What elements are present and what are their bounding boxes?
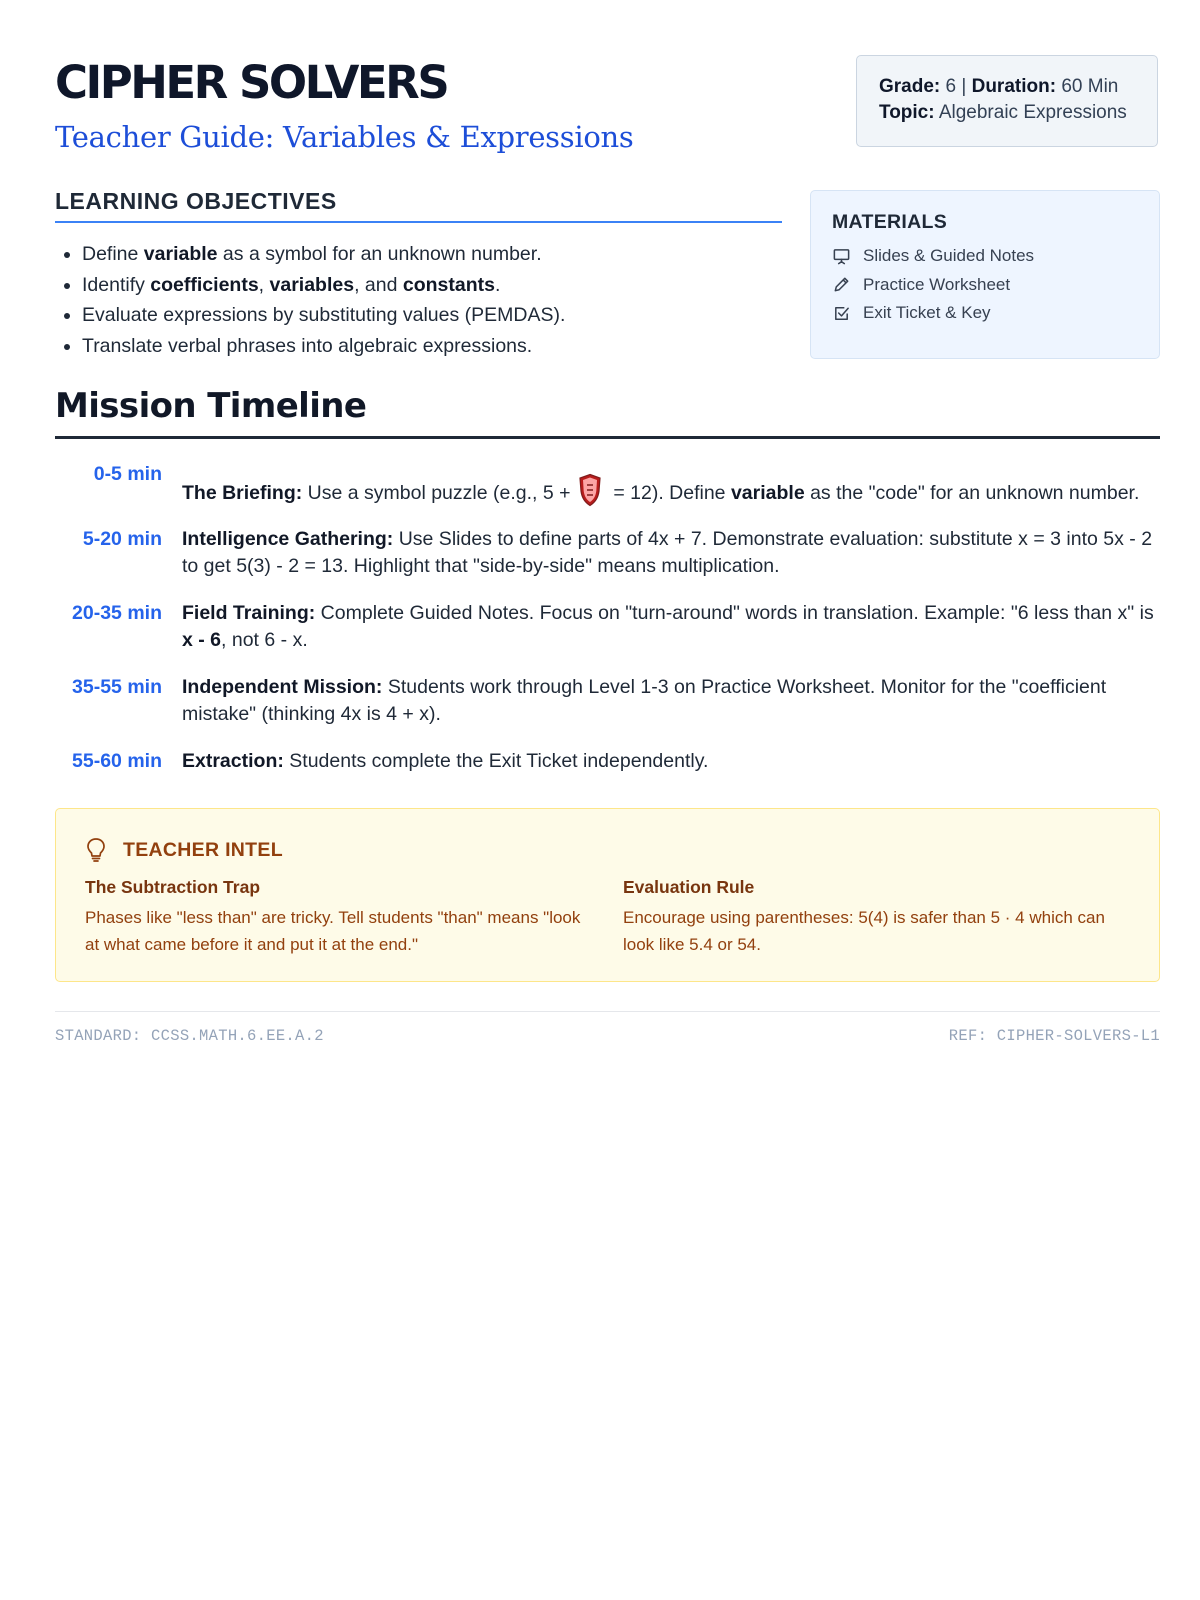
reference-code: REF: CIPHER-SOLVERS-L1 [948,1027,1160,1045]
guide-subtitle: Teacher Guide: Variables & Expressions [55,120,634,154]
timeline-step-label: Intelligence Gathering: [182,528,394,550]
timeline-text [182,674,1160,728]
timeline-time: 0-5 min [93,463,162,485]
checkbox-icon [832,304,851,323]
intel-tip-heading: Evaluation Rule [623,877,755,897]
timeline-text [182,748,1160,775]
timeline-step-text: Complete Guided Notes. Focus on "turn-around" words in translation. Example: "6 less than x" is [315,602,1154,624]
timeline-step-label: The Briefing: [182,482,303,504]
timeline-step-text: = 12). Define [607,482,731,504]
meta-line-2 [879,100,1157,126]
objective-text: , and [354,273,403,296]
grade-value: 6 [945,76,957,97]
brand-title: CIPHER SOLVERS [55,56,448,109]
material-item [832,299,1159,328]
materials-box [810,190,1160,359]
objective-term: variables [269,273,355,296]
timeline-step-text: , not 6 - x. [221,629,308,651]
intel-tip-heading: The Subtraction Trap [85,877,261,897]
intel-tip-right [623,877,1123,958]
timeline-step-label: Extraction: [182,750,284,772]
intel-tip-left [85,877,585,958]
presentation-icon [832,247,851,266]
objective-text: as a symbol for an unknown number. [217,243,542,265]
material-item [832,271,1159,300]
duration-label: Duration: [971,76,1057,97]
timeline-time: 35-55 min [72,676,162,698]
objective-text: . [494,273,501,296]
grade-label: Grade: [879,76,941,97]
timeline-step-term: x - 6 [182,629,222,651]
objective-item: • Evaluate expressions by substituting values (PEMDAS). [82,300,565,331]
material-label: Practice Worksheet [863,274,1011,294]
timeline-text [182,600,1160,654]
timeline-time: 5-20 min [82,528,162,550]
timeline-text [182,526,1160,580]
timeline-step-term: variable [730,482,805,504]
timeline-step-label: Field Training: [182,602,316,624]
objective-text: , [258,273,270,296]
objective-item [82,270,565,301]
meta-line-1 [879,74,1157,100]
materials-heading: MATERIALS [832,211,947,233]
objectives-list [55,239,565,361]
timeline-step-text: Students complete the Exit Ticket independently. [283,750,709,772]
intel-heading: TEACHER INTEL [123,838,283,861]
intel-tip-text: Encourage using parentheses: 5(4) is safer than 5 · 4 which can look like 5.4 or 54. [623,908,1105,954]
timeline-text [182,473,1160,507]
topic-value: Algebraic Expressions [938,102,1127,123]
timeline-time: 20-35 min [72,602,162,624]
objective-text: Define [82,243,144,265]
timeline-heading: Mission Timeline [55,386,1160,439]
objective-term: coefficients [150,273,259,296]
lightbulb-icon [85,837,107,863]
objective-term: variable [143,243,218,265]
duration-value: 60 Min [1061,76,1119,97]
intel-header [85,837,283,863]
material-label: Slides & Guided Notes [863,246,1035,266]
intel-tip-text: Phases like "less than" are tricky. Tell students "than" means "look at what came before it and put it at the end." [85,908,581,954]
material-item [832,242,1159,271]
objective-item [82,239,565,270]
timeline-step-label: Independent Mission: [182,676,383,698]
timeline-time: 55-60 min [72,750,162,772]
timeline-step-text: Use a symbol puzzle (e.g., 5 + [302,482,576,504]
shield-icon [578,473,602,507]
standard-code: STANDARD: CCSS.MATH.6.EE.A.2 [55,1027,324,1045]
topic-label: Topic: [879,102,935,123]
page-footer [55,1011,1160,1045]
objective-term: constants [402,273,495,296]
pencil-icon [832,275,851,294]
objective-item: • Translate verbal phrases into algebraic expressions. [82,331,565,362]
timeline-step-text: as the "code" for an unknown number. [804,482,1140,504]
material-label: Exit Ticket & Key [863,303,991,323]
objectives-heading: LEARNING OBJECTIVES [55,188,782,223]
meta-separator: | [961,76,967,97]
objective-text: Identify [82,273,151,296]
timeline-step-text: Use Slides to define parts of 4x + 7. Demonstrate evaluation: substitute x = 3 into 5x - 2 to get 5(3) - 2 = 13. Highlight that "side-by-side" means multiplication. [182,528,1153,577]
timeline-step-text: Students work through Level 1-3 on Practice Worksheet. Monitor for the "coefficient mistake" (thinking 4x is 4 + x). [182,676,1107,725]
teacher-intel-box [55,808,1160,982]
lesson-meta-box [856,55,1158,147]
